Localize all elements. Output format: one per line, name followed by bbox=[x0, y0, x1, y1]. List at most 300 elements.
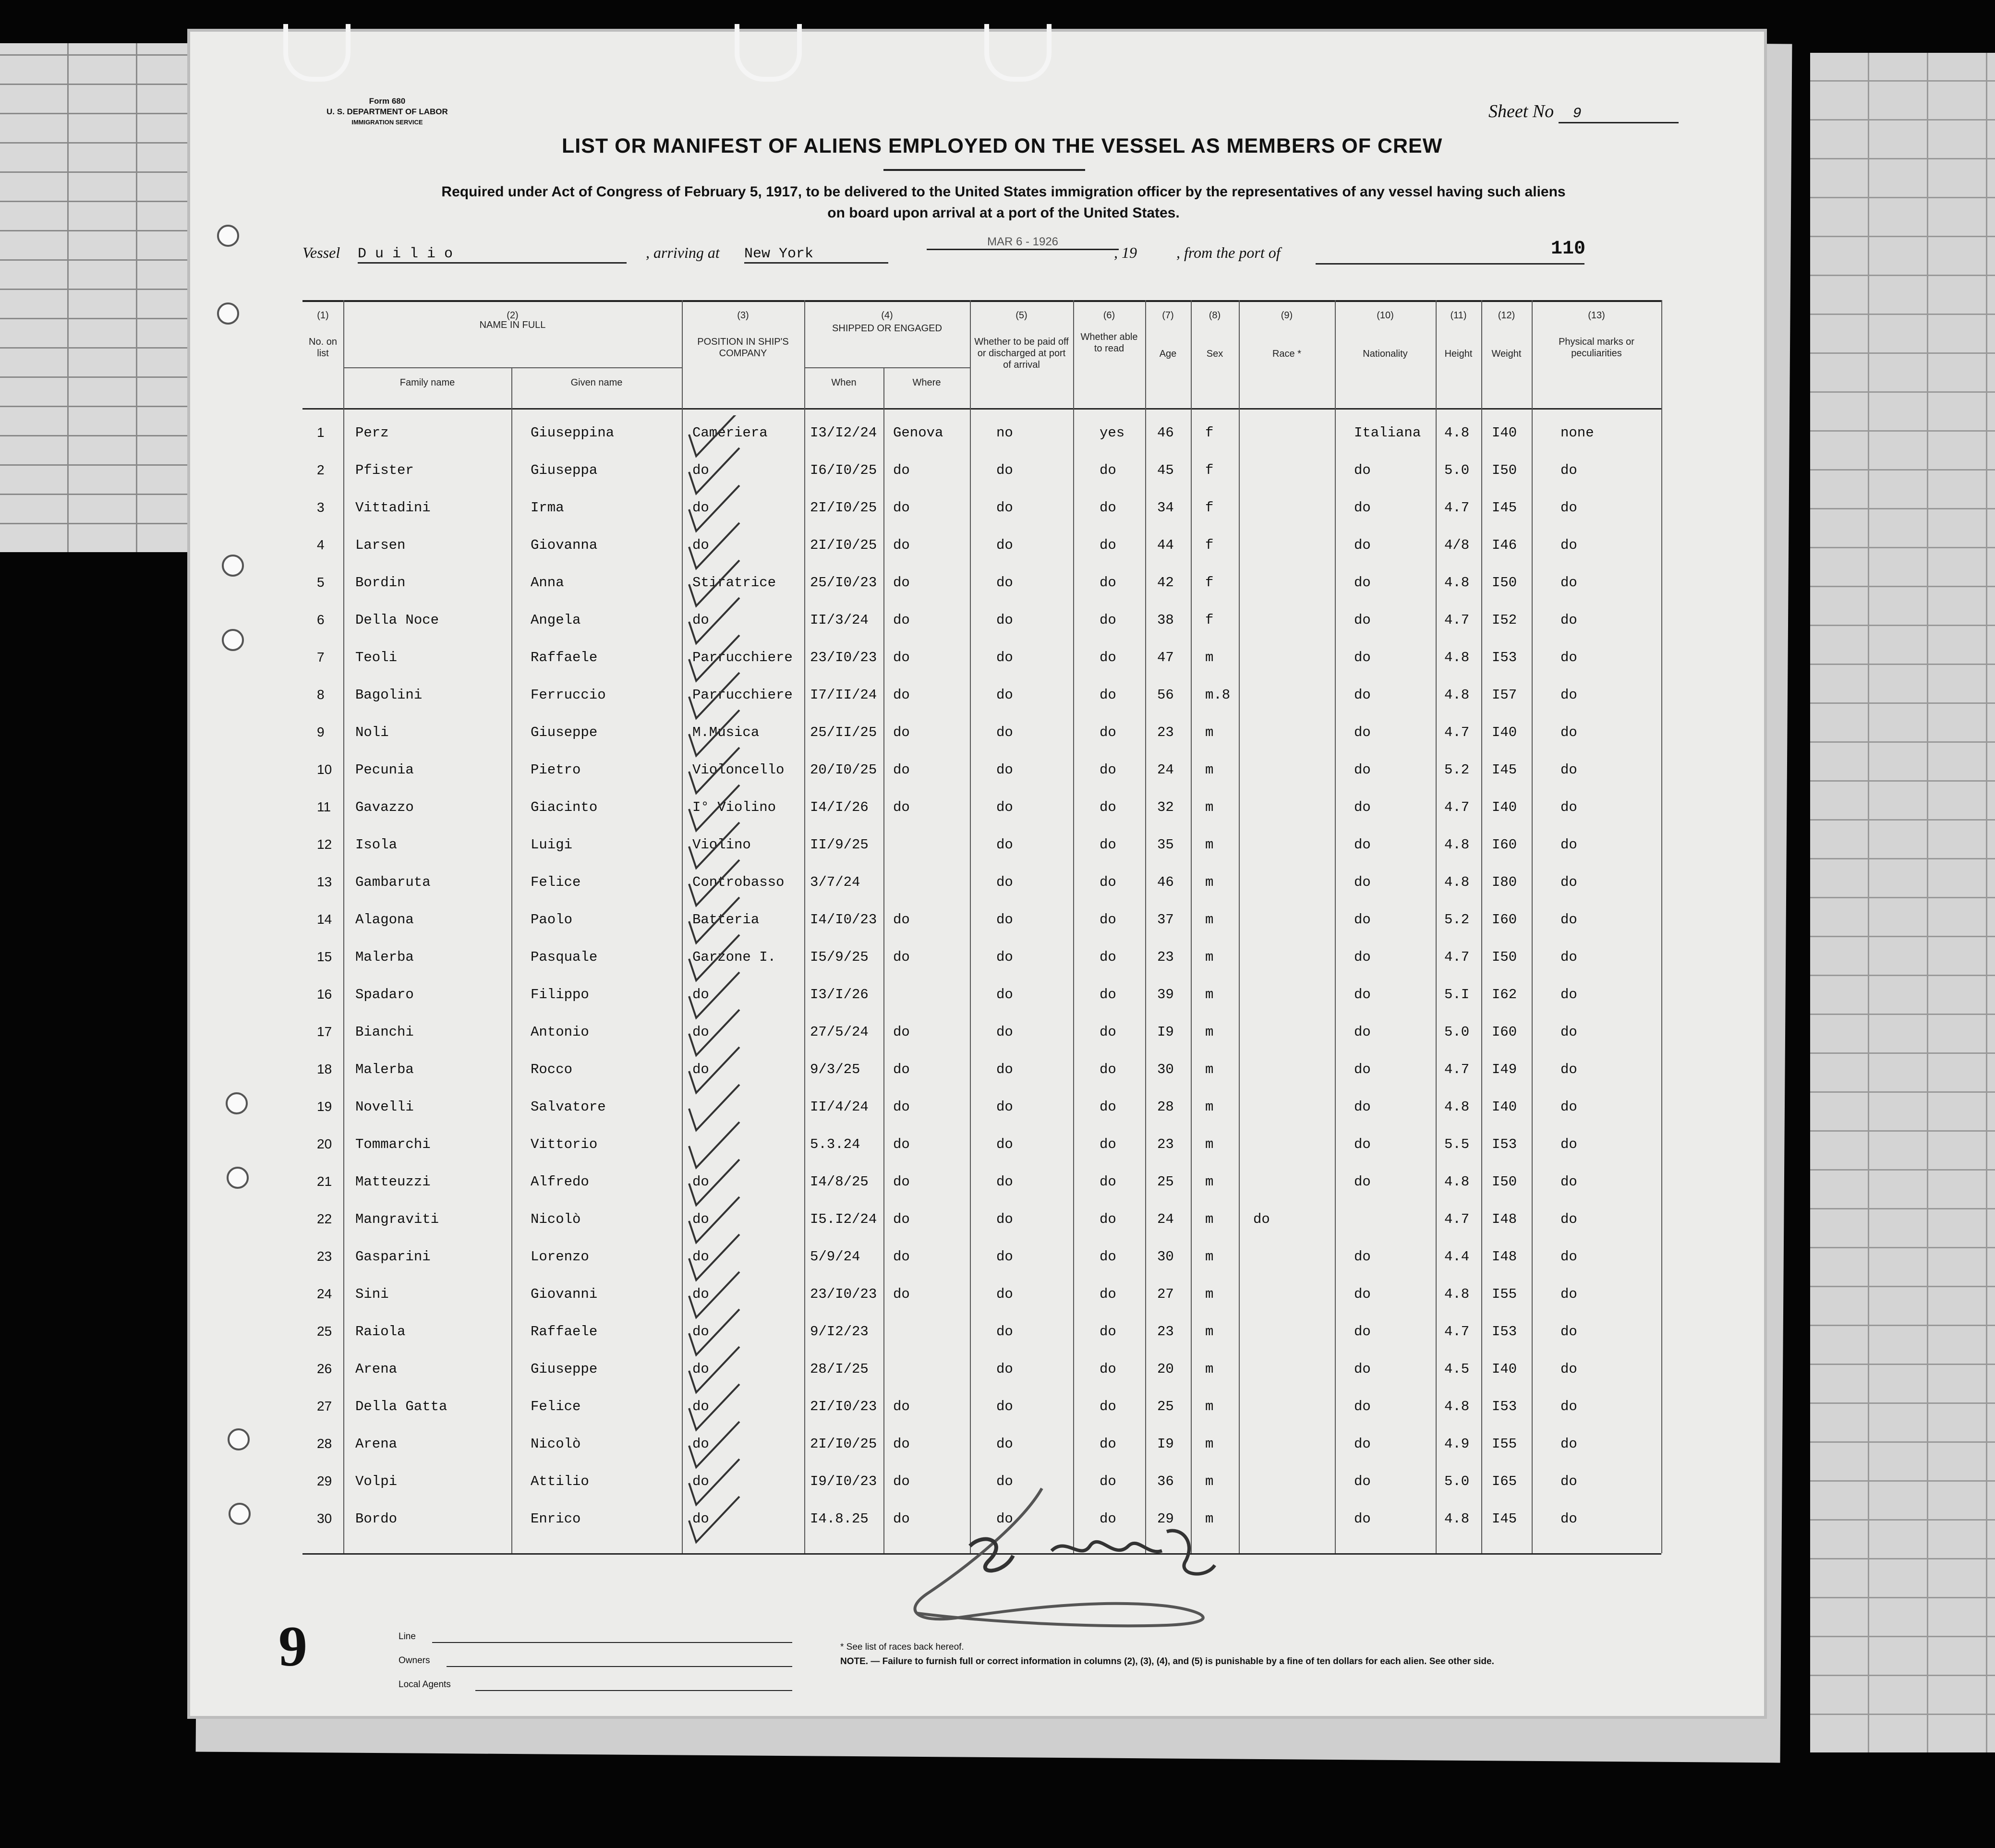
subtitle-line-2: on board upon arrival at a port of the United States. bbox=[827, 205, 1180, 221]
row-4-sex: f bbox=[1205, 537, 1214, 553]
row-17-paid: do bbox=[996, 1024, 1013, 1040]
row-10-height: 5.2 bbox=[1444, 762, 1470, 778]
row-3-weight: I45 bbox=[1492, 500, 1517, 516]
header-shipped: SHIPPED OR ENGAGED bbox=[832, 323, 942, 334]
row-5-sex: f bbox=[1205, 575, 1214, 591]
row-24-family: Sini bbox=[355, 1286, 389, 1302]
column-number-position: (3) bbox=[737, 310, 749, 321]
row-12-nat: do bbox=[1354, 837, 1371, 853]
row-4-paid: do bbox=[996, 537, 1013, 553]
row-13-given: Felice bbox=[531, 874, 581, 890]
column-number-read: (6) bbox=[1103, 310, 1115, 321]
row-22-marks: do bbox=[1560, 1211, 1577, 1227]
row-17-weight: I60 bbox=[1492, 1024, 1517, 1040]
column-number-no: (1) bbox=[317, 310, 329, 321]
row-1-height: 4.8 bbox=[1444, 425, 1470, 441]
row-13-weight: I80 bbox=[1492, 874, 1517, 890]
row-20-where: do bbox=[893, 1136, 910, 1152]
row-8-when: I7/II/24 bbox=[810, 687, 877, 703]
row-5-height: 4.8 bbox=[1444, 575, 1470, 591]
service-name: IMMIGRATION SERVICE bbox=[351, 119, 423, 126]
column-divider bbox=[511, 367, 512, 1553]
row-25-read: do bbox=[1100, 1324, 1116, 1340]
row-27-where: do bbox=[893, 1399, 910, 1414]
row-23-position: do bbox=[692, 1249, 709, 1265]
column-number-age: (7) bbox=[1162, 310, 1174, 321]
row-19-marks: do bbox=[1560, 1099, 1577, 1115]
row-17-marks: do bbox=[1560, 1024, 1577, 1040]
row-29-no: 29 bbox=[317, 1474, 332, 1488]
row-6-sex: f bbox=[1205, 612, 1214, 628]
row-19-weight: I40 bbox=[1492, 1099, 1517, 1115]
race-note: * See list of races back hereof. bbox=[840, 1642, 964, 1652]
row-12-no: 12 bbox=[317, 837, 332, 852]
row-30-no: 30 bbox=[317, 1511, 332, 1526]
row-29-where: do bbox=[893, 1474, 910, 1489]
row-16-when: I3/I/26 bbox=[810, 987, 869, 1003]
row-12-position: Violino bbox=[692, 837, 751, 853]
header-nationality: Nationality bbox=[1363, 349, 1408, 359]
row-30-height: 4.8 bbox=[1444, 1511, 1470, 1527]
row-16-weight: I62 bbox=[1492, 987, 1517, 1003]
row-14-family: Alagona bbox=[355, 912, 414, 928]
column-divider bbox=[1661, 300, 1662, 1553]
row-30-family: Bordo bbox=[355, 1511, 398, 1527]
form-number: Form 680 bbox=[369, 97, 406, 106]
row-1-read: yes bbox=[1100, 425, 1125, 441]
row-21-where: do bbox=[893, 1174, 910, 1190]
vessel-label: Vessel bbox=[302, 244, 340, 261]
row-16-given: Filippo bbox=[531, 987, 589, 1003]
row-12-paid: do bbox=[996, 837, 1013, 853]
position-check-marks bbox=[682, 415, 807, 1553]
row-28-nat: do bbox=[1354, 1436, 1371, 1452]
row-14-weight: I60 bbox=[1492, 912, 1517, 928]
row-5-nat: do bbox=[1354, 575, 1371, 591]
local-agents-field bbox=[475, 1690, 792, 1691]
row-22-when: I5.I2/24 bbox=[810, 1211, 877, 1227]
row-10-read: do bbox=[1100, 762, 1116, 778]
column-number-height: (11) bbox=[1450, 310, 1467, 321]
row-26-when: 28/I/25 bbox=[810, 1361, 869, 1377]
row-5-marks: do bbox=[1560, 575, 1577, 591]
row-18-when: 9/3/25 bbox=[810, 1062, 860, 1077]
row-24-where: do bbox=[893, 1286, 910, 1302]
row-16-height: 5.I bbox=[1444, 987, 1470, 1003]
row-27-when: 2I/I0/23 bbox=[810, 1399, 877, 1414]
row-25-given: Raffaele bbox=[531, 1324, 598, 1340]
row-3-paid: do bbox=[996, 500, 1013, 516]
row-18-height: 4.7 bbox=[1444, 1062, 1470, 1077]
row-23-weight: I48 bbox=[1492, 1249, 1517, 1265]
row-1-sex: f bbox=[1205, 425, 1214, 441]
row-26-nat: do bbox=[1354, 1361, 1371, 1377]
row-30-read: do bbox=[1100, 1511, 1116, 1527]
row-14-age: 37 bbox=[1157, 912, 1174, 928]
column-number-weight: (12) bbox=[1498, 310, 1515, 321]
row-13-position: Controbasso bbox=[692, 874, 785, 890]
row-2-position: do bbox=[692, 462, 709, 478]
row-8-marks: do bbox=[1560, 687, 1577, 703]
row-26-given: Giuseppe bbox=[531, 1361, 598, 1377]
column-divider bbox=[1436, 300, 1437, 1553]
row-15-age: 23 bbox=[1157, 949, 1174, 965]
row-29-nat: do bbox=[1354, 1474, 1371, 1489]
row-23-family: Gasparini bbox=[355, 1249, 431, 1265]
row-12-weight: I60 bbox=[1492, 837, 1517, 853]
row-23-no: 23 bbox=[317, 1249, 332, 1264]
row-19-family: Novelli bbox=[355, 1099, 414, 1115]
row-3-age: 34 bbox=[1157, 500, 1174, 516]
row-9-family: Noli bbox=[355, 725, 389, 740]
row-1-where: Genova bbox=[893, 425, 943, 441]
row-23-nat: do bbox=[1354, 1249, 1371, 1265]
row-11-no: 11 bbox=[317, 799, 331, 814]
row-20-when: 5.3.24 bbox=[810, 1136, 860, 1152]
header-when: When bbox=[831, 377, 857, 388]
row-11-where: do bbox=[893, 799, 910, 815]
row-16-no: 16 bbox=[317, 987, 332, 1002]
row-18-where: do bbox=[893, 1062, 910, 1077]
row-26-weight: I40 bbox=[1492, 1361, 1517, 1377]
row-13-age: 46 bbox=[1157, 874, 1174, 890]
row-5-read: do bbox=[1100, 575, 1116, 591]
column-number-shipped: (4) bbox=[881, 310, 893, 321]
row-11-age: 32 bbox=[1157, 799, 1174, 815]
background-sheet-left bbox=[0, 43, 204, 552]
row-12-when: II/9/25 bbox=[810, 837, 869, 853]
row-24-paid: do bbox=[996, 1286, 1013, 1302]
column-divider bbox=[1191, 300, 1192, 1553]
row-21-age: 25 bbox=[1157, 1174, 1174, 1190]
row-10-family: Pecunia bbox=[355, 762, 414, 778]
row-26-read: do bbox=[1100, 1361, 1116, 1377]
row-20-sex: m bbox=[1205, 1136, 1214, 1152]
row-1-marks: none bbox=[1560, 425, 1594, 441]
row-24-given: Giovanni bbox=[531, 1286, 598, 1302]
sheet-value: 9 bbox=[1559, 106, 1679, 123]
row-28-paid: do bbox=[996, 1436, 1013, 1452]
row-10-no: 10 bbox=[317, 762, 332, 777]
row-6-height: 4.7 bbox=[1444, 612, 1470, 628]
row-13-no: 13 bbox=[317, 874, 332, 889]
row-3-where: do bbox=[893, 500, 910, 516]
row-16-marks: do bbox=[1560, 987, 1577, 1003]
row-17-given: Antonio bbox=[531, 1024, 589, 1040]
column-divider bbox=[883, 367, 884, 1553]
row-19-given: Salvatore bbox=[531, 1099, 606, 1115]
row-6-marks: do bbox=[1560, 612, 1577, 628]
row-30-paid: do bbox=[996, 1511, 1013, 1527]
row-10-marks: do bbox=[1560, 762, 1577, 778]
row-4-weight: I46 bbox=[1492, 537, 1517, 553]
row-28-sex: m bbox=[1205, 1436, 1214, 1452]
row-23-paid: do bbox=[996, 1249, 1013, 1265]
row-19-height: 4.8 bbox=[1444, 1099, 1470, 1115]
row-5-paid: do bbox=[996, 575, 1013, 591]
row-9-read: do bbox=[1100, 725, 1116, 740]
row-24-no: 24 bbox=[317, 1286, 332, 1301]
row-14-paid: do bbox=[996, 912, 1013, 928]
row-18-sex: m bbox=[1205, 1062, 1214, 1077]
row-8-read: do bbox=[1100, 687, 1116, 703]
row-20-read: do bbox=[1100, 1136, 1116, 1152]
row-27-read: do bbox=[1100, 1399, 1116, 1414]
column-divider bbox=[1481, 300, 1482, 1553]
page-number: 110 bbox=[1551, 238, 1586, 260]
row-30-marks: do bbox=[1560, 1511, 1577, 1527]
row-2-no: 2 bbox=[317, 462, 325, 477]
row-15-weight: I50 bbox=[1492, 949, 1517, 965]
column-divider bbox=[1239, 300, 1240, 1553]
row-13-family: Gambaruta bbox=[355, 874, 431, 890]
header-name: NAME IN FULL bbox=[479, 320, 546, 330]
row-2-sex: f bbox=[1205, 462, 1214, 478]
line-label: Line bbox=[399, 1631, 416, 1642]
header-height: Height bbox=[1444, 349, 1473, 359]
row-18-no: 18 bbox=[317, 1062, 332, 1076]
row-19-no: 19 bbox=[317, 1099, 332, 1114]
table-top-rule bbox=[302, 300, 1661, 302]
row-23-where: do bbox=[893, 1249, 910, 1265]
row-17-when: 27/5/24 bbox=[810, 1024, 869, 1040]
row-12-sex: m bbox=[1205, 837, 1214, 853]
row-17-no: 17 bbox=[317, 1024, 332, 1039]
header-marks: Physical marks or peculiarities bbox=[1559, 337, 1634, 359]
row-2-weight: I50 bbox=[1492, 462, 1517, 478]
row-27-given: Felice bbox=[531, 1399, 581, 1414]
row-29-marks: do bbox=[1560, 1474, 1577, 1489]
row-8-family: Bagolini bbox=[355, 687, 423, 703]
local-agents-label: Local Agents bbox=[399, 1679, 451, 1690]
row-16-sex: m bbox=[1205, 987, 1214, 1003]
row-14-where: do bbox=[893, 912, 910, 928]
row-9-paid: do bbox=[996, 725, 1013, 740]
row-9-age: 23 bbox=[1157, 725, 1174, 740]
row-8-nat: do bbox=[1354, 687, 1371, 703]
row-16-age: 39 bbox=[1157, 987, 1174, 1003]
row-1-given: Giuseppina bbox=[531, 425, 615, 441]
row-10-position: Violoncello bbox=[692, 762, 785, 778]
row-8-weight: I57 bbox=[1492, 687, 1517, 703]
header-bottom-rule bbox=[302, 408, 1661, 410]
row-19-paid: do bbox=[996, 1099, 1013, 1115]
row-22-age: 24 bbox=[1157, 1211, 1174, 1227]
row-11-sex: m bbox=[1205, 799, 1214, 815]
row-9-nat: do bbox=[1354, 725, 1371, 740]
row-1-when: I3/I2/24 bbox=[810, 425, 877, 441]
row-17-height: 5.0 bbox=[1444, 1024, 1470, 1040]
row-7-when: 23/I0/23 bbox=[810, 650, 877, 665]
row-29-when: I9/I0/23 bbox=[810, 1474, 877, 1489]
row-30-nat: do bbox=[1354, 1511, 1371, 1527]
header-sex: Sex bbox=[1206, 349, 1223, 359]
row-4-age: 44 bbox=[1157, 537, 1174, 553]
row-27-height: 4.8 bbox=[1444, 1399, 1470, 1414]
row-20-family: Tommarchi bbox=[355, 1136, 431, 1152]
row-24-height: 4.8 bbox=[1444, 1286, 1470, 1302]
header-family: Family name bbox=[399, 377, 455, 388]
row-6-given: Angela bbox=[531, 612, 581, 628]
row-25-sex: m bbox=[1205, 1324, 1214, 1340]
row-26-marks: do bbox=[1560, 1361, 1577, 1377]
row-23-marks: do bbox=[1560, 1249, 1577, 1265]
subtitle-line-1: Required under Act of Congress of February 5, 1917, to be delivered to the United States immigration officer by the representatives of any vessel having such aliens bbox=[441, 184, 1566, 200]
column-divider bbox=[1145, 300, 1146, 1553]
row-21-position: do bbox=[692, 1174, 709, 1190]
row-8-age: 56 bbox=[1157, 687, 1174, 703]
owners-field bbox=[447, 1666, 792, 1667]
row-23-given: Lorenzo bbox=[531, 1249, 589, 1265]
row-21-weight: I50 bbox=[1492, 1174, 1517, 1190]
row-11-paid: do bbox=[996, 799, 1013, 815]
row-14-sex: m bbox=[1205, 912, 1214, 928]
row-21-no: 21 bbox=[317, 1174, 332, 1189]
row-12-age: 35 bbox=[1157, 837, 1174, 853]
row-23-height: 4.4 bbox=[1444, 1249, 1470, 1265]
row-3-no: 3 bbox=[317, 500, 325, 515]
row-28-where: do bbox=[893, 1436, 910, 1452]
row-8-where: do bbox=[893, 687, 910, 703]
row-5-where: do bbox=[893, 575, 910, 591]
row-10-nat: do bbox=[1354, 762, 1371, 778]
row-27-family: Della Gatta bbox=[355, 1399, 447, 1414]
row-23-read: do bbox=[1100, 1249, 1116, 1265]
row-4-marks: do bbox=[1560, 537, 1577, 553]
row-22-weight: I48 bbox=[1492, 1211, 1517, 1227]
row-9-no: 9 bbox=[317, 725, 325, 739]
row-11-height: 4.7 bbox=[1444, 799, 1470, 815]
row-20-nat: do bbox=[1354, 1136, 1371, 1152]
row-25-age: 23 bbox=[1157, 1324, 1174, 1340]
row-20-no: 20 bbox=[317, 1136, 332, 1151]
row-3-marks: do bbox=[1560, 500, 1577, 516]
row-30-weight: I45 bbox=[1492, 1511, 1517, 1527]
row-10-when: 20/I0/25 bbox=[810, 762, 877, 778]
row-18-weight: I49 bbox=[1492, 1062, 1517, 1077]
row-19-read: do bbox=[1100, 1099, 1116, 1115]
row-20-paid: do bbox=[996, 1136, 1013, 1152]
row-21-paid: do bbox=[996, 1174, 1013, 1190]
row-7-height: 4.8 bbox=[1444, 650, 1470, 665]
row-2-where: do bbox=[893, 462, 910, 478]
row-10-sex: m bbox=[1205, 762, 1214, 778]
row-4-given: Giovanna bbox=[531, 537, 598, 553]
row-12-read: do bbox=[1100, 837, 1116, 853]
row-11-read: do bbox=[1100, 799, 1116, 815]
row-6-no: 6 bbox=[317, 612, 325, 627]
row-26-no: 26 bbox=[317, 1361, 332, 1376]
row-16-nat: do bbox=[1354, 987, 1371, 1003]
row-15-where: do bbox=[893, 949, 910, 965]
row-23-sex: m bbox=[1205, 1249, 1214, 1265]
row-24-weight: I55 bbox=[1492, 1286, 1517, 1302]
row-28-read: do bbox=[1100, 1436, 1116, 1452]
row-24-marks: do bbox=[1560, 1286, 1577, 1302]
column-number-name: (2) bbox=[507, 310, 519, 321]
row-2-family: Pfister bbox=[355, 462, 414, 478]
row-30-when: I4.8.25 bbox=[810, 1511, 869, 1527]
column-divider bbox=[970, 300, 971, 1553]
column-divider bbox=[1532, 300, 1533, 1553]
row-27-no: 27 bbox=[317, 1399, 332, 1413]
row-27-nat: do bbox=[1354, 1399, 1371, 1414]
row-13-sex: m bbox=[1205, 874, 1214, 890]
row-25-nat: do bbox=[1354, 1324, 1371, 1340]
penalty-note: NOTE. — Failure to furnish full or correct information in columns (2), (3), (4), and (5) is punishable by a fine of ten dollars for each alien. See other side. bbox=[840, 1656, 1494, 1667]
crew-manifest-table bbox=[187, 29, 1767, 1719]
row-9-when: 25/II/25 bbox=[810, 725, 877, 740]
row-13-height: 4.8 bbox=[1444, 874, 1470, 890]
row-6-where: do bbox=[893, 612, 910, 628]
row-5-position: Stiratrice bbox=[692, 575, 776, 591]
row-21-given: Alfredo bbox=[531, 1174, 589, 1190]
row-7-position: Parrucchiere bbox=[692, 650, 793, 665]
row-26-position: do bbox=[692, 1361, 709, 1377]
row-22-where: do bbox=[893, 1211, 910, 1227]
row-5-family: Bordin bbox=[355, 575, 406, 591]
header-no: No. on list bbox=[309, 337, 337, 359]
manifest-sheet bbox=[187, 29, 1767, 1719]
row-25-weight: I53 bbox=[1492, 1324, 1517, 1340]
row-29-given: Attilio bbox=[531, 1474, 589, 1489]
row-13-read: do bbox=[1100, 874, 1116, 890]
row-14-read: do bbox=[1100, 912, 1116, 928]
row-21-read: do bbox=[1100, 1174, 1116, 1190]
row-18-family: Malerba bbox=[355, 1062, 414, 1077]
column-number-sex: (8) bbox=[1209, 310, 1221, 321]
shipped-subheader-rule bbox=[804, 367, 970, 368]
row-17-age: I9 bbox=[1157, 1024, 1174, 1040]
row-11-nat: do bbox=[1354, 799, 1371, 815]
row-29-position: do bbox=[692, 1474, 709, 1489]
column-number-marks: (13) bbox=[1588, 310, 1605, 321]
row-23-when: 5/9/24 bbox=[810, 1249, 860, 1265]
row-20-weight: I53 bbox=[1492, 1136, 1517, 1152]
row-22-paid: do bbox=[996, 1211, 1013, 1227]
row-18-position: do bbox=[692, 1062, 709, 1077]
row-29-height: 5.0 bbox=[1444, 1474, 1470, 1489]
row-11-when: I4/I/26 bbox=[810, 799, 869, 815]
row-17-family: Bianchi bbox=[355, 1024, 414, 1040]
row-20-given: Vittorio bbox=[531, 1136, 598, 1152]
row-28-position: do bbox=[692, 1436, 709, 1452]
row-26-family: Arena bbox=[355, 1361, 398, 1377]
row-6-position: do bbox=[692, 612, 709, 628]
row-15-height: 4.7 bbox=[1444, 949, 1470, 965]
row-3-family: Vittadini bbox=[355, 500, 431, 516]
row-21-nat: do bbox=[1354, 1174, 1371, 1190]
row-7-where: do bbox=[893, 650, 910, 665]
row-24-position: do bbox=[692, 1286, 709, 1302]
header-read: Whether able to read bbox=[1080, 332, 1138, 354]
row-8-given: Ferruccio bbox=[531, 687, 606, 703]
row-27-sex: m bbox=[1205, 1399, 1214, 1414]
row-29-paid: do bbox=[996, 1474, 1013, 1489]
row-2-given: Giuseppa bbox=[531, 462, 598, 478]
row-26-age: 20 bbox=[1157, 1361, 1174, 1377]
arriving-label: , arriving at bbox=[646, 244, 720, 261]
row-5-no: 5 bbox=[317, 575, 325, 590]
header-age: Age bbox=[1159, 349, 1177, 359]
row-23-age: 30 bbox=[1157, 1249, 1174, 1265]
row-2-height: 5.0 bbox=[1444, 462, 1470, 478]
row-22-given: Nicolò bbox=[531, 1211, 581, 1227]
row-9-given: Giuseppe bbox=[531, 725, 598, 740]
arriving-port: New York bbox=[744, 246, 888, 264]
row-28-age: I9 bbox=[1157, 1436, 1174, 1452]
header-weight: Weight bbox=[1491, 349, 1522, 359]
